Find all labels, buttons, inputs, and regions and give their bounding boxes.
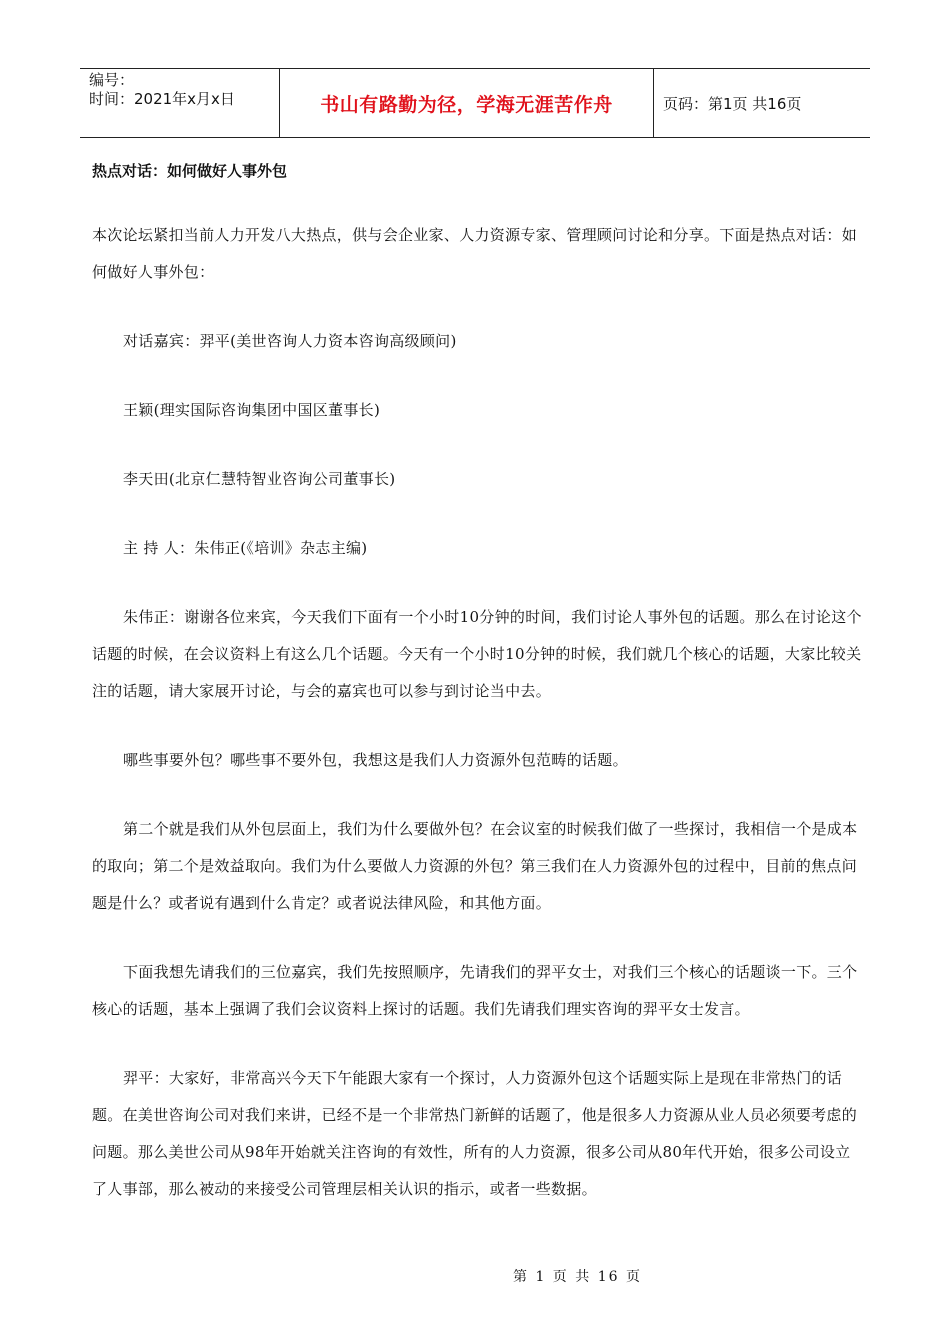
document-header	[80, 68, 870, 138]
date-label: 时间：2021年x月x日	[89, 90, 235, 108]
motto-text: 书山有路勤为径，学海无涯苦作舟	[320, 93, 613, 116]
footer-page-number: 第 1 页 共 16 页	[513, 1269, 642, 1285]
header-meta-cell	[80, 69, 280, 137]
page-info-cell	[654, 69, 870, 137]
serial-number-label: 编号：	[89, 71, 135, 89]
paragraph-host-opening: 朱伟正：谢谢各位来宾，今天我们下面有一个小时10分钟的时间，我们讨论人事外包的话题。那么在讨论这个话题的时候，在会议资料上有这么几个话题。今天有一个小时10分钟的时候，我们就几个核心的话题，大家比较关注的话题，请大家展开讨论，与会的嘉宾也可以参与到讨论当中去。	[92, 608, 862, 700]
paragraph-guest-3: 李天田(北京仁慧特智业咨询公司董事长)	[123, 470, 396, 488]
motto-cell	[280, 69, 654, 137]
paragraph-question-2: 第二个就是我们从外包层面上，我们为什么要做外包？在会议室的时候我们做了一些探讨，我相信一个是成本的取向；第二个是效益取向。我们为什么要做人力资源的外包？第三我们在人力资源外包的过程中，目前的焦点问题是什么？或者说有遇到什么肯定？或者说法律风险，和其他方面。	[92, 820, 858, 912]
paragraph-host: 主 持 人：朱伟正(《培训》杂志主编)	[123, 539, 368, 557]
paragraph-question-1: 哪些事要外包？哪些事不要外包，我想这是我们人力资源外包范畴的话题。	[123, 751, 628, 769]
page-footer	[0, 1266, 950, 1286]
paragraph-guest-2: 王颖(理实国际咨询集团中国区董事长)	[123, 401, 381, 419]
document-body	[92, 152, 862, 1240]
page-number-label: 页码：第1页 共16页	[663, 94, 802, 113]
paragraph-invite: 下面我想先请我们的三位嘉宾，我们先按照顺序，先请我们的羿平女士，对我们三个核心的话题谈一下。三个核心的话题，基本上强调了我们会议资料上探讨的话题。我们先请我们理实咨询的羿平女士发言。	[92, 963, 858, 1018]
paragraph-intro: 本次论坛紧扣当前人力开发八大热点，供与会企业家、人力资源专家、管理顾问讨论和分享。下面是热点对话：如何做好人事外包：	[92, 226, 858, 281]
document-title: 热点对话：如何做好人事外包	[92, 162, 288, 180]
paragraph-guest-1: 对话嘉宾：羿平(美世咨询人力资本咨询高级顾问)	[123, 332, 457, 350]
paragraph-yiping: 羿平：大家好，非常高兴今天下午能跟大家有一个探讨，人力资源外包这个话题实际上是现在非常热门的话题。在美世咨询公司对我们来讲，已经不是一个非常热门新鲜的话题了，他是很多人力资源从业人员必须要考虑的问题。那么美世公司从98年开始就关注咨询的有效性，所有的人力资源，很多公司从80年代开始，很多公司设立了人事部，那么被动的来接受公司管理层相关认识的指示，或者一些数据。	[92, 1069, 858, 1198]
